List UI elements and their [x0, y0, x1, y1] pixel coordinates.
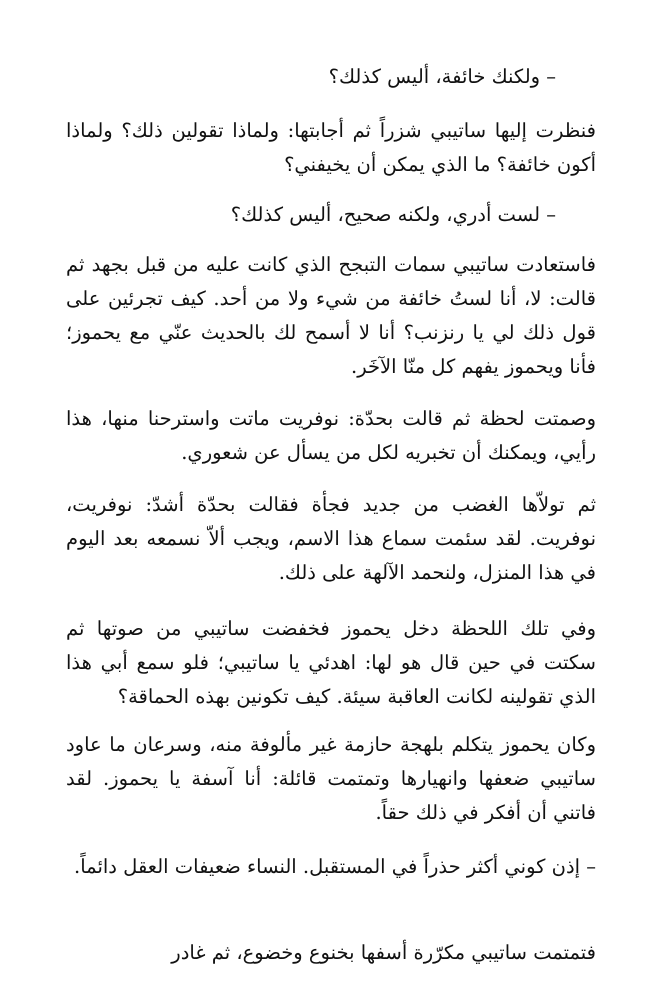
narrative-paragraph-5: وصمتت لحظة ثم قالت بحدّة: نوفريت ماتت واسترحنا منها، هذا رأيي، ويمكنك أن تخبريه لكل من يسأل عن شعوري.: [66, 407, 596, 464]
narrative-paragraph-6: ثم تولاّها الغضب من جديد فجأة فقالت بحدّة أشدّ: نوفريت، نوفريت. لقد سئمت سماع هذا الاسم، ويجب ألاّ نسمعه بعد اليوم في هذا المنزل، ولنحمد الآلهة على ذلك.: [66, 493, 596, 584]
narrative-paragraph-4: فاستعادت ساتيبي سمات التبجح الذي كانت عليه من قبل بجهد ثم قالت: لا، أنا لستُ خائفة من شيء ولا من أحد. كيف تجرئين على قول ذلك لي يا رنزنب؟ أنا لا أسمح لك بالحديث عنّي مع يحموز؛ فأنا ويحموز يفهم كل منّا الآخَر.: [66, 253, 596, 378]
narrative-paragraph-10: فتمتمت ساتيبي مكرّرة أسفها بخنوع وخضوع، ثم غادر: [171, 941, 596, 964]
narrative-paragraph-2: فنظرت إليها ساتيبي شزراً ثم أجابتها: ولماذا تقولين ذلك؟ ولماذا أكون خائفة؟ ما الذي يمكن أن يخيفني؟: [66, 119, 596, 176]
book-page: [66, 0, 596, 1000]
dialogue-paragraph-1: – ولكنك خائفة، أليس كذلك؟: [328, 65, 556, 88]
narrative-paragraph-7: وفي تلك اللحظة دخل يحموز فخفضت ساتيبي من صوتها ثم سكتت في حين قال هو لها: اهدئي يا ساتيبي؛ فلو سمع أبي هذا الذي تقولينه لكانت العاقبة سيئة. كيف تكونين بهذه الحماقة؟: [66, 617, 596, 708]
dialogue-paragraph-9: – إذن كوني أكثر حذراً في المستقبل. النساء ضعيفات العقل دائماً.: [74, 855, 596, 878]
narrative-paragraph-8: وكان يحموز يتكلم بلهجة حازمة غير مألوفة منه، وسرعان ما عاود ساتيبي ضعفها وانهيارها وتمتمت قائلة: أنا آسفة يا يحموز. لقد فاتني أن أفكر في ذلك حقاً.: [66, 733, 596, 824]
dialogue-paragraph-3: – لست أدري، ولكنه صحيح، أليس كذلك؟: [230, 203, 556, 226]
